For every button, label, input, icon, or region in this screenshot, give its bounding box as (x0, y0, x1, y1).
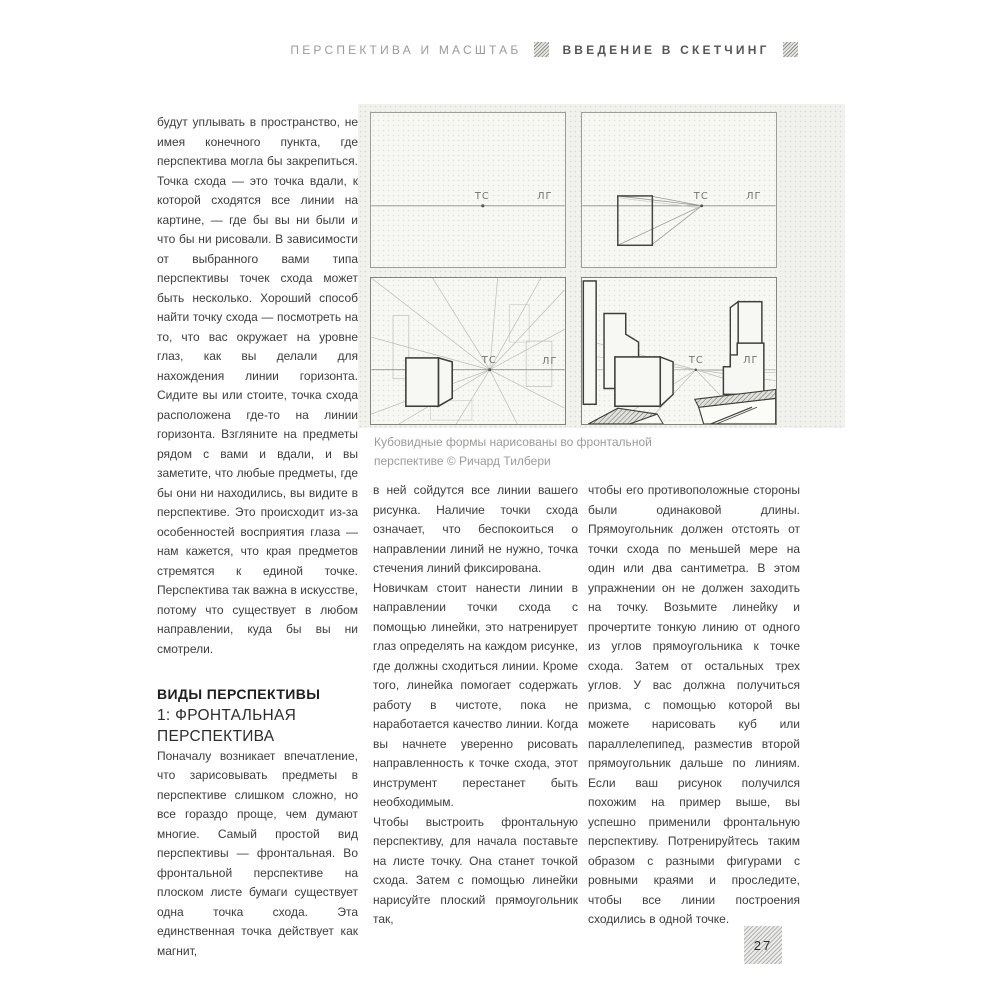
running-head-chapter: ВВЕДЕНИЕ В СКЕТЧИНГ (562, 42, 770, 57)
right-column (588, 481, 800, 930)
horizon-line-label: ЛГ (541, 355, 558, 367)
horizon-line-label: ЛГ (743, 354, 759, 366)
body-paragraph: Поначалу возникает впечатление, что зарисовывать предметы в перспективе слишком сложно, но все гораздо проще, чем думают многие. Самый простой вид перспективы — фронтальная. Во фронтальной перспективе на плоском листе бумаги существует одна точка схода. Эта единственная точка действует как магнит, (157, 748, 358, 958)
hatched-square-icon (534, 42, 549, 57)
horizon-line-label: ЛГ (537, 190, 553, 202)
sketch-panel-cityscape (581, 277, 777, 425)
vanishing-point-label: ТС (481, 354, 497, 366)
cityscape-perspective-sketch (582, 278, 776, 424)
left-column (157, 113, 358, 961)
page-number: 27 (753, 937, 773, 953)
paragraph: Чтобы выстроить фронтальную перспективу, для начала поставьте на листе точку. Она станет точкой схода. Затем с помощью линейки нарисуйте плоский прямоугольник так, (373, 814, 578, 926)
subsection-heading: 1: ФРОНТАЛЬНАЯ ПЕРСПЕКТИВА (157, 706, 297, 745)
figure-caption: Кубовидные формы нарисованы во фронтальной перспективе © Ричард Тилбери (374, 435, 652, 468)
rectangle-convergence-sketch (582, 113, 776, 267)
horizon-line-sketch (371, 113, 565, 267)
paragraph: Новичкам стоит нанести линии в направлении точки схода с помощью линейки, это натренирует глаз определять на каждом рисунке, где должны сходиться линии. Кроме того, линейка помогает содержать работу в чистоте, пока не наработается качество линии. Когда вы начнете уверенно рисовать направленность к точке схода, этот инструмент перестанет быть необходимым. (373, 580, 578, 809)
sketch-panel-cube (370, 277, 566, 425)
hatched-square-icon (783, 42, 798, 57)
paragraph: чтобы его противоположные стороны были одинаковой длины. Прямоугольник должен отстоять от точки схода по меньшей мере на один или два сантиметра. В этом упражнении он не должен заходить на точку. Возьмите линейку и прочертите тонкую линию от одного из углов прямоугольника к точке схода. Затем от остальных трех углов. У вас должна получиться призма, с помощью которой вы можете нарисовать куб или параллелепипед, разместив второй прямоугольник дальше по линиям. Если ваш рисунок получился похожим на пример выше, вы успешно применили фронтальную перспективу. Потренируйтесь таким образом с разными фигурами с ровными краями и проследите, чтобы все линии построения сходились в одной точке. (588, 483, 800, 926)
running-head (44, 42, 1000, 57)
vanishing-point-label: ТС (693, 190, 709, 202)
page-number-badge (744, 926, 782, 964)
vanishing-point-label: ТС (688, 354, 704, 366)
vanishing-point-label: ТС (474, 190, 490, 202)
running-head-section: ПЕРСПЕКТИВА И МАСШТАБ (290, 42, 522, 57)
perspective-figure (358, 104, 845, 428)
paragraph: в ней сойдутся все линии вашего рисунка. Наличие точки схода означает, что беспокоиться о направлении линий не нужно, точка стечения линий фиксирована. (373, 483, 578, 575)
middle-column (373, 481, 578, 930)
sketch-panel-rectangle (581, 112, 777, 268)
intro-paragraph: будут уплывать в пространство, не имея конечного пункта, где перспектива могла бы закрепиться. Точка схода — это точка вдали, к которой сходятся все линии на картине, — где бы вы ни были и что бы ни рисовали. В зависимости от выбранного вами типа перспективы точек схода может быть несколько. Хороший способ найти точку схода — посмотреть на то, что вас окружает на уровне глаз, как вы делали для нахождения линии горизонта. Сидите вы или стоите, точка схода расположена где-то на линии горизонта. Взгляните на предметы рядом с вами и вдали, и вы заметите, что любые предметы, где бы они ни находились, вы видите в перспективе. Это происходит из-за особенностей восприятия глаза — нам кажется, что края предметов стремятся к единой точке. Перспектива так важна в искусстве, потому что существует в любом направлении, куда бы вы ни смотрели. (157, 115, 358, 656)
horizon-line-label: ЛГ (746, 190, 762, 202)
section-heading: ВИДЫ ПЕРСПЕКТИВЫ (157, 686, 321, 702)
cube-construction-sketch (371, 278, 565, 424)
sketch-panel-horizon (370, 112, 566, 268)
